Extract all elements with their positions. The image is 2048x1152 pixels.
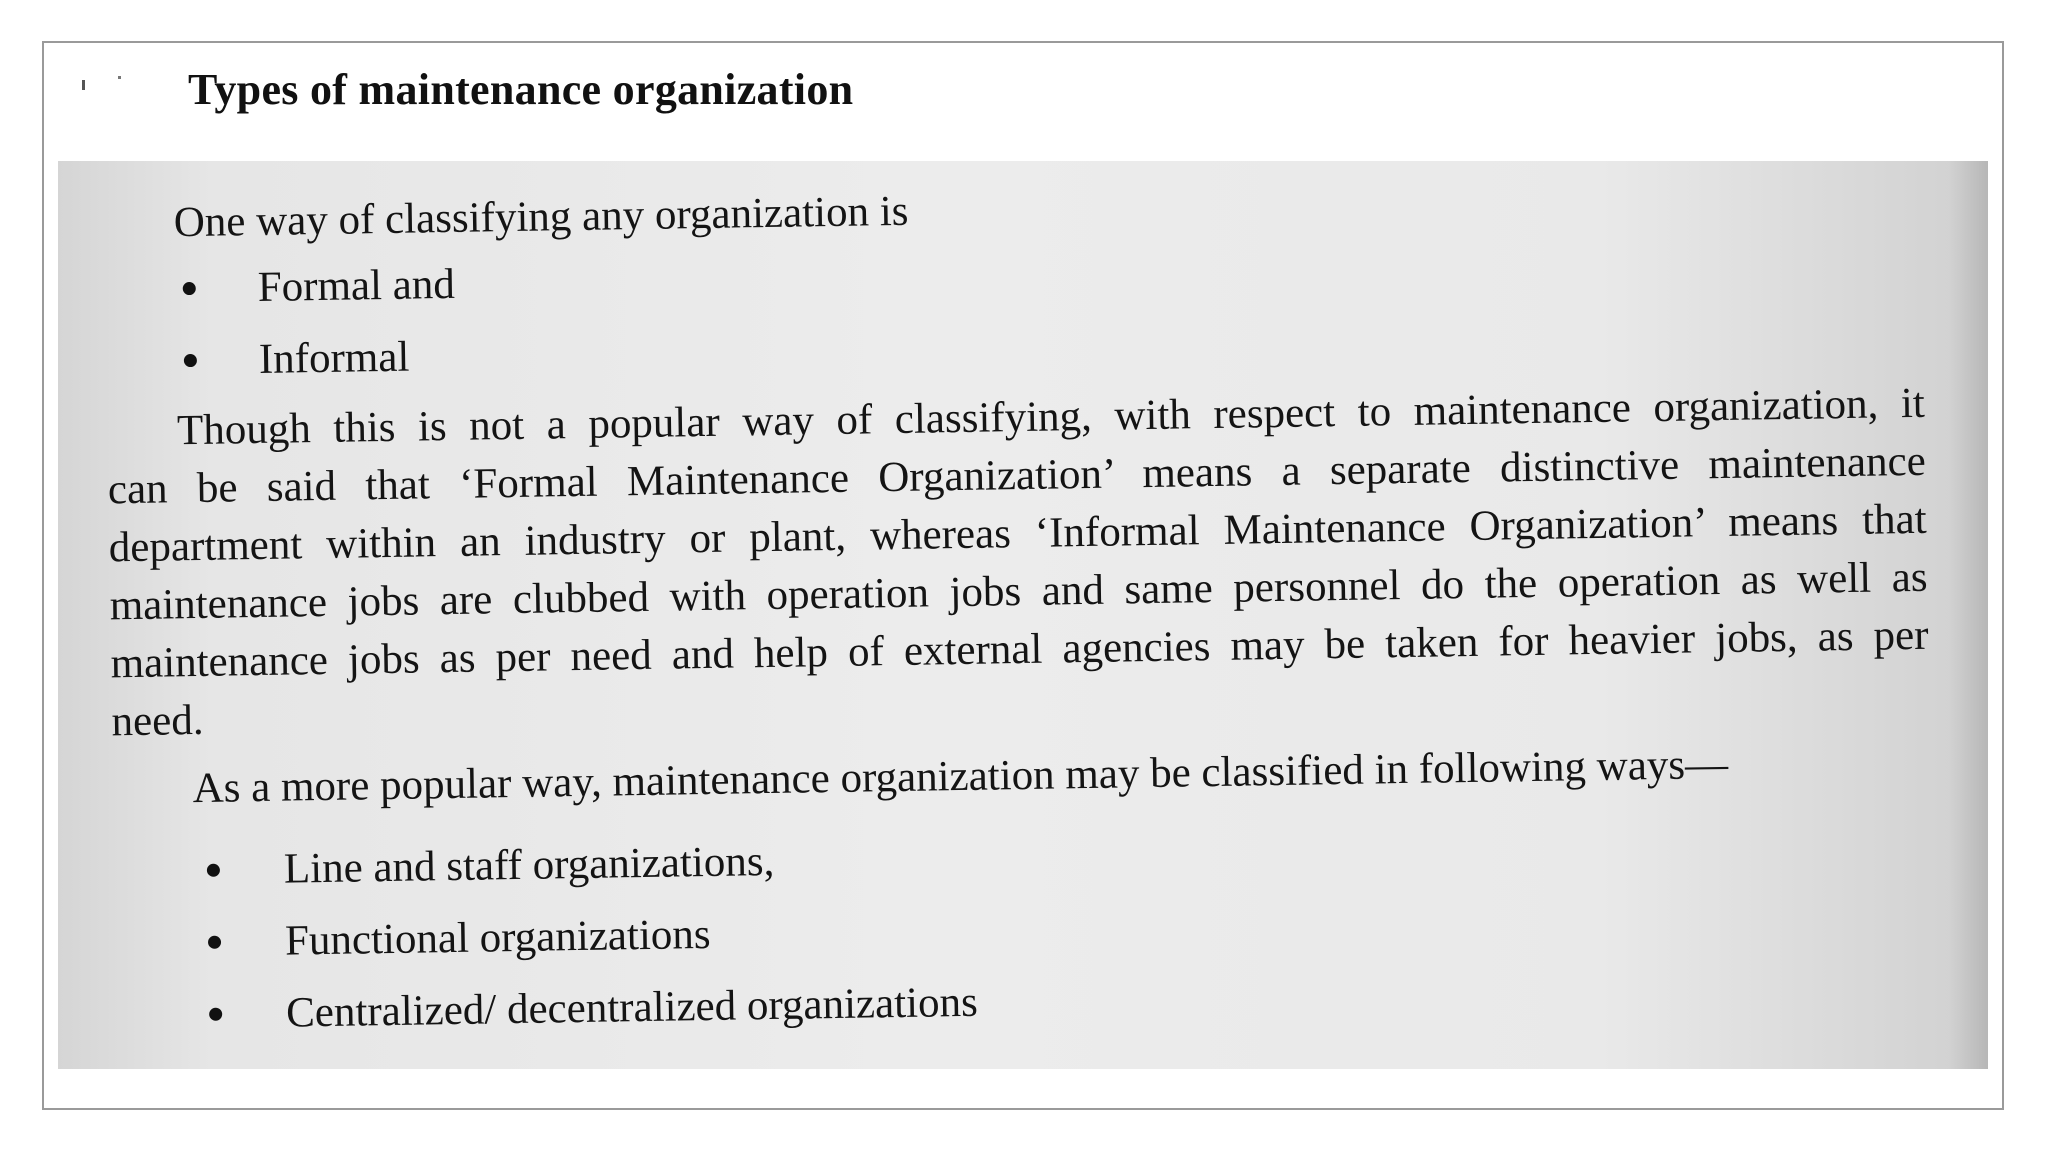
list-item: Functional organizations bbox=[284, 910, 711, 965]
list-item: Formal and bbox=[257, 260, 456, 311]
bullet-icon bbox=[209, 1008, 222, 1021]
paragraph-line: Though this is not a popular way of classifying, with respect to maintenance organization, it bbox=[176, 379, 1926, 455]
list-item: Centralized/ decentralized organizations bbox=[285, 978, 979, 1037]
scan-speck bbox=[118, 76, 121, 79]
bullet-icon bbox=[184, 354, 197, 367]
paragraph-line: need. bbox=[111, 696, 204, 746]
document-title: Types of maintenance organization bbox=[188, 65, 854, 114]
list-item: Informal bbox=[258, 333, 410, 383]
paragraph-line: can be said that ‘Formal Maintenance Organization’ means a separate distinctive maintenance bbox=[107, 437, 1927, 514]
intro-text: One way of classifying any organization is bbox=[173, 187, 909, 247]
scan-speck bbox=[82, 80, 85, 90]
page-text bbox=[58, 161, 1988, 1069]
bullet-icon bbox=[207, 864, 220, 877]
paragraph-line: maintenance jobs as per need and help of external agencies may be taken for heavier jobs, as per bbox=[110, 611, 1929, 688]
scanned-page bbox=[58, 161, 1988, 1069]
bullet-icon bbox=[208, 936, 221, 949]
lead-in-text: As a more popular way, maintenance organization may be classified in following ways— bbox=[192, 740, 1729, 813]
list-item: Line and staff organizations, bbox=[283, 837, 775, 893]
paragraph-line: department within an industry or plant, whereas ‘Informal Maintenance Organization’ means that bbox=[108, 495, 1927, 572]
bullet-icon bbox=[183, 282, 196, 295]
paragraph-line: maintenance jobs are clubbed with operation jobs and same personnel do the operation as well as bbox=[109, 553, 1928, 630]
